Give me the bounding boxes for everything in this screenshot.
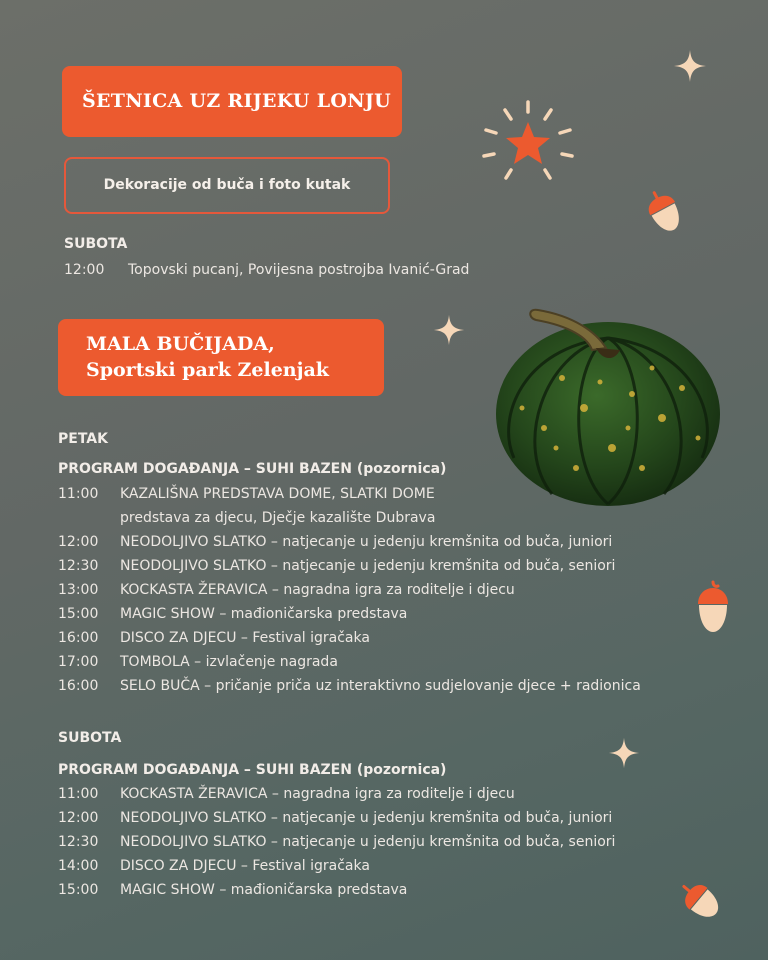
list-item <box>58 630 370 646</box>
section1-title: ŠETNICA UZ RIJEKU LONJU <box>62 66 402 137</box>
sparkle-icon <box>672 48 708 84</box>
list-item <box>58 606 407 622</box>
event-time: 12:00 <box>58 810 99 826</box>
acorn-icon <box>694 580 732 634</box>
event-time: 12:00 <box>58 534 99 550</box>
list-item <box>58 678 641 694</box>
star-burst-icon <box>478 98 578 190</box>
event-text: NEODOLJIVO SLATKO – natjecanje u jedenju kremšnita od buča, seniori <box>120 834 616 850</box>
list-item <box>64 262 469 278</box>
event-text: MAGIC SHOW – mađioničarska predstava <box>120 606 408 622</box>
sparkle-icon <box>432 313 466 347</box>
saturday-program-title: PROGRAM DOGAĐANJA – SUHI BAZEN (pozornica) <box>58 762 447 778</box>
section2-title-line1: MALA BUČIJADA, <box>86 333 275 355</box>
section1-day: SUBOTA <box>64 236 128 252</box>
acorn-icon <box>676 876 724 924</box>
saturday-day: SUBOTA <box>58 730 122 746</box>
event-text: NEODOLJIVO SLATKO – natjecanje u jedenju kremšnita od buča, juniori <box>120 534 613 550</box>
event-text: NEODOLJIVO SLATKO – natjecanje u jedenju kremšnita od buča, juniori <box>120 810 613 826</box>
list-item <box>58 534 612 550</box>
event-time: 11:00 <box>58 786 99 802</box>
friday-day: PETAK <box>58 431 108 447</box>
list-item <box>58 786 515 802</box>
event-time: 16:00 <box>58 630 99 646</box>
event-time: 13:00 <box>58 582 99 598</box>
list-item <box>58 486 435 502</box>
list-item <box>58 882 407 898</box>
event-text: KAZALIŠNA PREDSTAVA DOME, SLATKI DOME <box>120 486 435 502</box>
event-text: Topovski pucanj, Povijesna postrojba Ivanić-Grad <box>128 262 470 278</box>
event-text: DISCO ZA DJECU – Festival igračaka <box>120 858 370 874</box>
acorn-icon <box>644 188 686 238</box>
event-text: SELO BUČA – pričanje priča uz interaktivno sudjelovanje djece + radionica <box>120 678 641 694</box>
event-time: 17:00 <box>58 654 99 670</box>
list-item <box>58 558 615 574</box>
event-text: DISCO ZA DJECU – Festival igračaka <box>120 630 370 646</box>
event-time: 15:00 <box>58 882 99 898</box>
event-time: 15:00 <box>58 606 99 622</box>
pumpkin-image <box>492 298 724 512</box>
list-item <box>58 510 435 526</box>
list-item <box>58 810 612 826</box>
event-text: KOCKASTA ŽERAVICA – nagradna igra za roditelje i djecu <box>120 786 515 802</box>
event-text: KOCKASTA ŽERAVICA – nagradna igra za roditelje i djecu <box>120 582 515 598</box>
event-text: MAGIC SHOW – mađioničarska predstava <box>120 882 408 898</box>
list-item <box>58 858 370 874</box>
event-text: NEODOLJIVO SLATKO – natjecanje u jedenju kremšnita od buča, seniori <box>120 558 616 574</box>
event-text: predstava za djecu, Dječje kazalište Dubrava <box>120 510 436 526</box>
list-item <box>58 654 338 670</box>
list-item <box>58 834 615 850</box>
section2-title <box>58 319 384 396</box>
event-time: 12:30 <box>58 834 99 850</box>
event-time: 12:00 <box>64 262 105 278</box>
list-item <box>58 582 515 598</box>
friday-program-title: PROGRAM DOGAĐANJA – SUHI BAZEN (pozornica) <box>58 461 447 477</box>
event-time: 16:00 <box>58 678 99 694</box>
event-text: TOMBOLA – izvlačenje nagrada <box>120 654 338 670</box>
event-time: 12:30 <box>58 558 99 574</box>
sparkle-icon <box>607 736 641 770</box>
event-time: 11:00 <box>58 486 99 502</box>
section2-title-line2: Sportski park Zelenjak <box>86 359 329 381</box>
section1-subtitle: Dekoracije od buča i foto kutak <box>64 157 390 214</box>
event-time: 14:00 <box>58 858 99 874</box>
